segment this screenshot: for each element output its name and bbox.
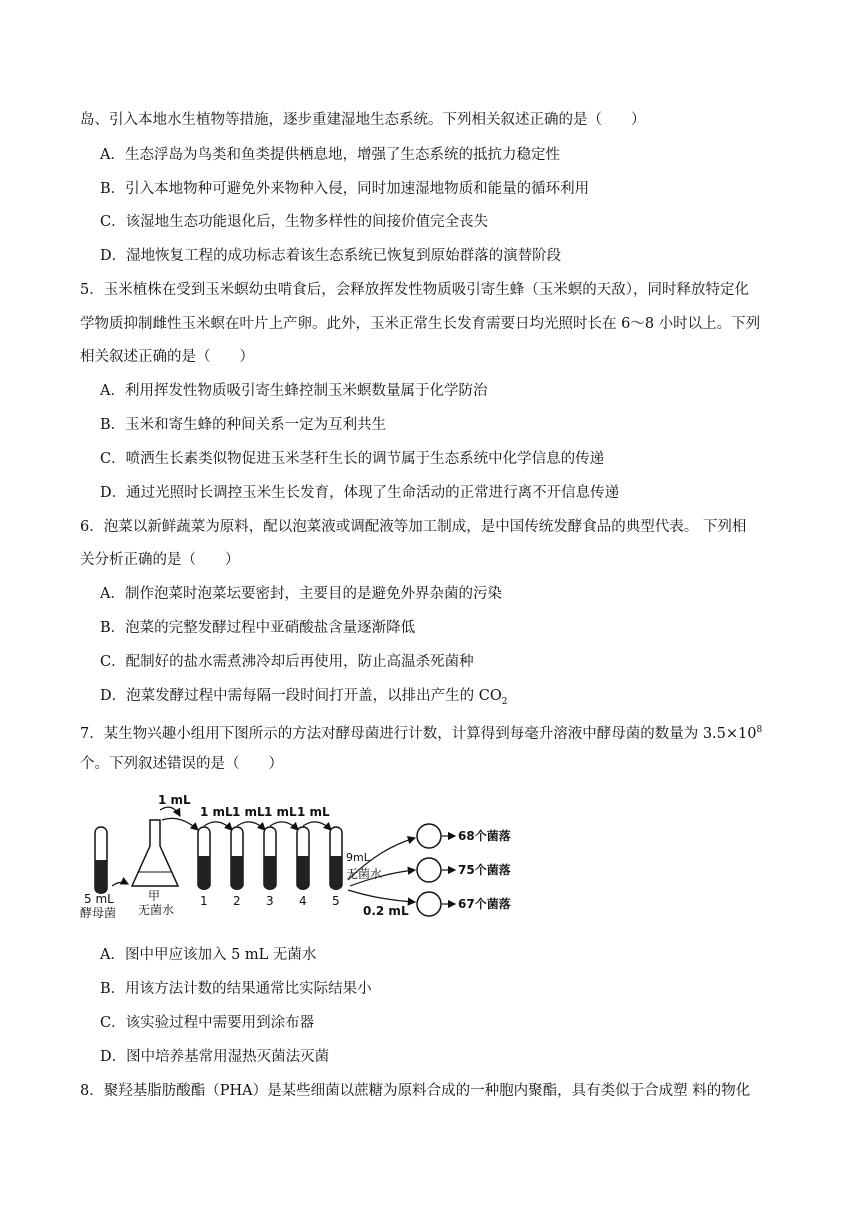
q7-stem-superscript: 8: [756, 725, 763, 735]
serial-dilution-figure: [80, 788, 520, 918]
q5-option-d: D．通过光照时长调控玉米生长发育，体现了生命活动的正常进行离不开信息传递: [100, 485, 620, 501]
q7-stem-line-1: [80, 720, 762, 744]
q8-stem-line-1: 8．聚羟基脂肪酸酯（PHA）是某些细菌以蔗糖为原料合成的一种胞内聚酯，具有类似于合成塑 料的物化: [80, 1083, 751, 1099]
transfer-arrow: [160, 807, 180, 816]
flask-label: 甲: [148, 889, 161, 903]
transfer-label: 1 mL: [232, 805, 265, 819]
q7-option-a: A．图中甲应该加入 5 mL 无菌水: [100, 947, 317, 963]
flask-jia: [132, 820, 178, 886]
colony-count: 67个菌落: [458, 897, 511, 911]
q6-option-d-subscript: 2: [501, 696, 508, 707]
q7-option-d: D．图中培养基常用湿热灭菌法灭菌: [100, 1049, 330, 1065]
dilution-tube-3: [264, 827, 276, 889]
q7-option-b: B．用该方法计数的结果通常比实际结果小: [100, 981, 372, 997]
q6-option-c: C．配制好的盐水需煮沸冷却后再使用，防止高温杀死菌种: [100, 654, 474, 670]
tube-number: 4: [299, 894, 307, 908]
plating-volume-label: 0.2 mL: [363, 904, 409, 918]
yeast-label: 酵母菌: [80, 906, 117, 918]
transfer-label: 1 mL: [264, 805, 297, 819]
tube-number: 5: [332, 894, 340, 908]
q7-stem-line-1-text: 7．某生物兴趣小组用下图所示的方法对酵母菌进行计数，计算得到每毫升溶液中酵母菌的数量为 3.5×10: [80, 725, 757, 742]
tube-water-label: 无菌水: [346, 867, 383, 881]
q6-stem-line-2: 关分析正确的是（ ）: [80, 552, 240, 568]
dilution-tube-5: [330, 827, 342, 889]
transfer-arrow: [162, 818, 198, 830]
q6-option-a: A．制作泡菜时泡菜坛要密封，主要目的是避免外界杂菌的污染: [100, 586, 502, 602]
yeast-volume-label: 5 mL: [84, 892, 114, 906]
transfer-label: 1 mL: [297, 805, 330, 819]
transfer-label: 1 mL: [200, 805, 233, 819]
q4-option-a: A．生态浮岛为鸟类和鱼类提供栖息地，增强了生态系统的抵抗力稳定性: [100, 147, 560, 163]
plating-arrow: [348, 890, 415, 902]
petri-dish: [417, 824, 441, 848]
tube-number: 2: [233, 894, 241, 908]
q4-option-d: D．湿地恢复工程的成功标志着该生态系统已恢复到原始群落的演替阶段: [100, 248, 562, 264]
q7-stem-line-2: 个。下列叙述错误的是（ ）: [80, 756, 283, 772]
colony-count: 75个菌落: [458, 863, 511, 877]
q6-option-d: [100, 686, 507, 712]
dilution-tube-4: [297, 827, 309, 889]
q6-option-b: B．泡菜的完整发酵过程中亚硝酸盐含量逐渐降低: [100, 620, 416, 636]
q5-option-b: B．玉米和寄生蜂的种间关系一定为互利共生: [100, 417, 387, 433]
q5-option-a: A．利用挥发性物质吸引寄生蜂控制玉米螟数量属于化学防治: [100, 383, 488, 399]
tube-number: 1: [200, 894, 208, 908]
dilution-tube-1: [198, 827, 210, 889]
tube-number: 3: [266, 894, 274, 908]
petri-dish: [417, 858, 441, 882]
q7-option-c: C．该实验过程中需要用到涂布器: [100, 1015, 315, 1031]
petri-dish: [417, 892, 441, 916]
q5-stem-line-3: 相关叙述正确的是（ ）: [80, 349, 254, 365]
dilution-tube-2: [231, 827, 243, 889]
tube-water-volume-label: 9mL: [346, 851, 370, 864]
colony-count: 68个菌落: [458, 829, 511, 843]
transfer-label: 1 mL: [158, 793, 191, 807]
q5-option-c: C．喷洒生长素类似物促进玉米茎秆生长的调节属于生态系统中化学信息的传递: [100, 451, 605, 467]
yeast-tube: [95, 827, 107, 893]
q4-option-c: C．该湿地生态功能退化后，生物多样性的间接价值完全丧失: [100, 214, 489, 230]
q4-stem-tail: 岛、引入本地水生植物等措施，逐步重建湿地生态系统。下列相关叙述正确的是（ ）: [80, 112, 646, 128]
q5-stem-line-1: 5．玉米植株在受到玉米螟幼虫啃食后，会释放挥发性物质吸引寄生蜂（玉米螟的天敌），同时释放特定化: [80, 282, 749, 298]
q6-option-d-text: D．泡菜发酵过程中需每隔一段时间打开盖，以排出产生的 CO: [100, 688, 502, 704]
q6-stem-line-1: 6．泡菜以新鲜蔬菜为原料，配以泡菜液或调配液等加工制成，是中国传统发酵食品的典型代表。 下列相: [80, 519, 747, 535]
flask-water-label: 无菌水: [138, 903, 175, 917]
q4-option-b: B．引入本地物种可避免外来物种入侵，同时加速湿地物质和能量的循环利用: [100, 181, 590, 197]
q5-stem-line-2: 学物质抑制雌性玉米螟在叶片上产卵。此外，玉米正常生长发育需要日均光照时长在 6～8 小时以上。下列: [80, 316, 761, 332]
pour-arrow: [112, 882, 128, 886]
